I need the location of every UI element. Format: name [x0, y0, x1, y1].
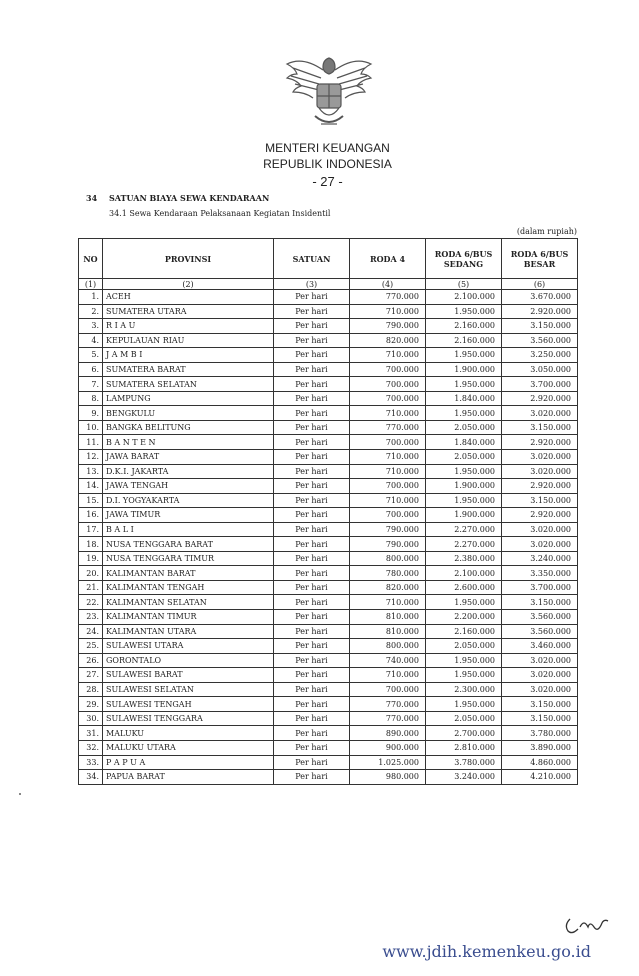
table-row — [79, 711, 578, 726]
cell-roda4: 770.000 — [350, 290, 426, 305]
table-row — [79, 479, 578, 494]
cell-roda4: 790.000 — [350, 522, 426, 537]
cell-roda4: 710.000 — [350, 348, 426, 363]
table-row — [79, 740, 578, 755]
cell-provinsi: D.I. YOGYAKARTA — [103, 493, 274, 508]
cell-no: 17. — [79, 522, 103, 537]
cell-no: 11. — [79, 435, 103, 450]
cell-satuan: Per hari — [274, 624, 350, 639]
table-row — [79, 377, 578, 392]
cell-provinsi: R I A U — [103, 319, 274, 334]
cell-bus-sedang: 2.300.000 — [426, 682, 502, 697]
cell-provinsi: KEPULAUAN RIAU — [103, 333, 274, 348]
cell-no: 18. — [79, 537, 103, 552]
cell-provinsi: KALIMANTAN BARAT — [103, 566, 274, 581]
cell-no: 14. — [79, 479, 103, 494]
cell-satuan: Per hari — [274, 551, 350, 566]
cell-provinsi: SUMATERA UTARA — [103, 304, 274, 319]
cell-satuan: Per hari — [274, 319, 350, 334]
table-row — [79, 362, 578, 377]
cell-provinsi: SULAWESI BARAT — [103, 668, 274, 683]
cell-roda4: 710.000 — [350, 464, 426, 479]
cell-provinsi: SULAWESI UTARA — [103, 639, 274, 654]
cell-provinsi: MALUKU UTARA — [103, 740, 274, 755]
garuda-emblem-icon — [279, 50, 379, 140]
table-row — [79, 406, 578, 421]
cell-bus-besar: 3.560.000 — [502, 624, 578, 639]
cell-bus-sedang: 2.050.000 — [426, 639, 502, 654]
cell-satuan: Per hari — [274, 435, 350, 450]
cell-no: 29. — [79, 697, 103, 712]
cell-bus-besar: 3.150.000 — [502, 697, 578, 712]
cell-bus-sedang: 2.050.000 — [426, 711, 502, 726]
cell-bus-besar: 3.020.000 — [502, 522, 578, 537]
cell-provinsi: GORONTALO — [103, 653, 274, 668]
table-row — [79, 391, 578, 406]
table-header-row — [79, 239, 578, 279]
cell-no: 32. — [79, 740, 103, 755]
cell-provinsi: J A M B I — [103, 348, 274, 363]
cell-bus-sedang: 1.840.000 — [426, 435, 502, 450]
cell-no: 26. — [79, 653, 103, 668]
table-row — [79, 682, 578, 697]
table-row — [79, 755, 578, 770]
cell-satuan: Per hari — [274, 668, 350, 683]
cell-no: 10. — [79, 420, 103, 435]
cell-no: 27. — [79, 668, 103, 683]
cell-bus-sedang: 1.950.000 — [426, 493, 502, 508]
cell-no: 4. — [79, 333, 103, 348]
table-row — [79, 522, 578, 537]
cell-roda4: 820.000 — [350, 333, 426, 348]
scan-speck — [19, 793, 21, 795]
cell-satuan: Per hari — [274, 653, 350, 668]
table-row — [79, 348, 578, 363]
cell-provinsi: JAWA TIMUR — [103, 508, 274, 523]
cell-bus-besar: 3.150.000 — [502, 493, 578, 508]
cell-bus-sedang: 1.950.000 — [426, 348, 502, 363]
cell-roda4: 700.000 — [350, 435, 426, 450]
cell-no: 3. — [79, 319, 103, 334]
col-index: (2) — [103, 279, 274, 290]
subsection-title: 34.1 Sewa Kendaraan Pelaksanaan Kegiatan Insidentil — [109, 209, 331, 218]
cell-bus-sedang: 2.200.000 — [426, 610, 502, 625]
cell-satuan: Per hari — [274, 377, 350, 392]
table-row — [79, 580, 578, 595]
cell-bus-sedang: 1.950.000 — [426, 653, 502, 668]
cell-provinsi: LAMPUNG — [103, 391, 274, 406]
col-header-bus-sedang: RODA 6/BUS SEDANG — [426, 239, 502, 279]
table-row — [79, 624, 578, 639]
cell-bus-sedang: 1.950.000 — [426, 464, 502, 479]
cell-bus-besar: 3.700.000 — [502, 377, 578, 392]
cell-no: 19. — [79, 551, 103, 566]
cell-no: 24. — [79, 624, 103, 639]
cell-bus-sedang: 1.950.000 — [426, 304, 502, 319]
cell-bus-sedang: 1.950.000 — [426, 595, 502, 610]
cell-roda4: 900.000 — [350, 740, 426, 755]
table-row — [79, 610, 578, 625]
cell-roda4: 710.000 — [350, 493, 426, 508]
cell-roda4: 740.000 — [350, 653, 426, 668]
cell-bus-besar: 2.920.000 — [502, 304, 578, 319]
cell-bus-besar: 3.890.000 — [502, 740, 578, 755]
handwritten-initial-icon — [562, 913, 610, 939]
cell-bus-besar: 2.920.000 — [502, 508, 578, 523]
cell-provinsi: NUSA TENGGARA BARAT — [103, 537, 274, 552]
cell-provinsi: KALIMANTAN TIMUR — [103, 610, 274, 625]
cell-no: 12. — [79, 450, 103, 465]
table-row — [79, 668, 578, 683]
cell-bus-sedang: 2.100.000 — [426, 290, 502, 305]
cell-provinsi: B A N T E N — [103, 435, 274, 450]
cell-no: 25. — [79, 639, 103, 654]
cell-no: 6. — [79, 362, 103, 377]
cell-bus-besar: 4.860.000 — [502, 755, 578, 770]
cell-satuan: Per hari — [274, 595, 350, 610]
cell-bus-besar: 3.150.000 — [502, 420, 578, 435]
col-index: (6) — [502, 279, 578, 290]
cell-satuan: Per hari — [274, 450, 350, 465]
cell-satuan: Per hari — [274, 362, 350, 377]
cell-bus-besar: 3.020.000 — [502, 537, 578, 552]
column-index-row — [79, 279, 578, 290]
cell-bus-sedang: 2.700.000 — [426, 726, 502, 741]
cell-no: 16. — [79, 508, 103, 523]
cell-no: 22. — [79, 595, 103, 610]
cell-satuan: Per hari — [274, 610, 350, 625]
table-row — [79, 450, 578, 465]
cell-bus-sedang: 2.270.000 — [426, 537, 502, 552]
table-row — [79, 639, 578, 654]
table-row — [79, 726, 578, 741]
cell-satuan: Per hari — [274, 406, 350, 421]
cell-no: 31. — [79, 726, 103, 741]
cell-no: 20. — [79, 566, 103, 581]
cell-satuan: Per hari — [274, 639, 350, 654]
cell-bus-besar: 2.920.000 — [502, 479, 578, 494]
cell-roda4: 700.000 — [350, 362, 426, 377]
cell-bus-sedang: 2.100.000 — [426, 566, 502, 581]
cell-bus-sedang: 1.950.000 — [426, 668, 502, 683]
cell-satuan: Per hari — [274, 333, 350, 348]
cell-provinsi: JAWA TENGAH — [103, 479, 274, 494]
cell-bus-besar: 3.560.000 — [502, 333, 578, 348]
cell-no: 7. — [79, 377, 103, 392]
cell-provinsi: KALIMANTAN UTARA — [103, 624, 274, 639]
table-row — [79, 537, 578, 552]
cell-roda4: 700.000 — [350, 377, 426, 392]
cell-provinsi: JAWA BARAT — [103, 450, 274, 465]
cell-bus-besar: 3.700.000 — [502, 580, 578, 595]
cell-bus-besar: 3.020.000 — [502, 406, 578, 421]
cell-satuan: Per hari — [274, 304, 350, 319]
cell-bus-sedang: 1.900.000 — [426, 508, 502, 523]
cell-no: 13. — [79, 464, 103, 479]
cell-roda4: 820.000 — [350, 580, 426, 595]
cell-satuan: Per hari — [274, 580, 350, 595]
table-row — [79, 508, 578, 523]
cell-provinsi: MALUKU — [103, 726, 274, 741]
cell-bus-besar: 3.350.000 — [502, 566, 578, 581]
cell-satuan: Per hari — [274, 290, 350, 305]
cell-satuan: Per hari — [274, 522, 350, 537]
cell-bus-besar: 3.250.000 — [502, 348, 578, 363]
cell-bus-besar: 2.920.000 — [502, 435, 578, 450]
cell-bus-sedang: 2.600.000 — [426, 580, 502, 595]
col-header-bus-besar: RODA 6/BUS BESAR — [502, 239, 578, 279]
cell-roda4: 1.025.000 — [350, 755, 426, 770]
cell-bus-sedang: 1.950.000 — [426, 406, 502, 421]
table-row — [79, 566, 578, 581]
cell-bus-sedang: 2.050.000 — [426, 420, 502, 435]
cell-satuan: Per hari — [274, 740, 350, 755]
cell-roda4: 700.000 — [350, 508, 426, 523]
table-row — [79, 290, 578, 305]
cell-roda4: 790.000 — [350, 537, 426, 552]
cell-bus-besar: 3.050.000 — [502, 362, 578, 377]
cell-bus-besar: 3.670.000 — [502, 290, 578, 305]
page-number: - 27 - — [312, 174, 343, 189]
cell-no: 33. — [79, 755, 103, 770]
table-row — [79, 319, 578, 334]
cell-roda4: 890.000 — [350, 726, 426, 741]
cell-satuan: Per hari — [274, 711, 350, 726]
cell-bus-besar: 3.150.000 — [502, 595, 578, 610]
cell-roda4: 710.000 — [350, 406, 426, 421]
cell-bus-besar: 3.020.000 — [502, 653, 578, 668]
cell-bus-sedang: 2.270.000 — [426, 522, 502, 537]
cell-satuan: Per hari — [274, 770, 350, 785]
cell-no: 28. — [79, 682, 103, 697]
cell-roda4: 800.000 — [350, 551, 426, 566]
col-index: (1) — [79, 279, 103, 290]
cell-bus-besar: 3.150.000 — [502, 711, 578, 726]
cell-no: 5. — [79, 348, 103, 363]
cell-satuan: Per hari — [274, 726, 350, 741]
cell-no: 9. — [79, 406, 103, 421]
table-row — [79, 435, 578, 450]
col-index: (5) — [426, 279, 502, 290]
cell-provinsi: SULAWESI TENGGARA — [103, 711, 274, 726]
cell-bus-sedang: 1.950.000 — [426, 697, 502, 712]
cell-bus-besar: 3.150.000 — [502, 319, 578, 334]
footer-url[interactable]: www.jdih.kemenkeu.go.id — [382, 942, 591, 961]
section-heading — [86, 193, 269, 203]
cell-roda4: 700.000 — [350, 682, 426, 697]
cell-bus-besar: 4.210.000 — [502, 770, 578, 785]
table-row — [79, 420, 578, 435]
cell-roda4: 770.000 — [350, 420, 426, 435]
col-header-satuan: SATUAN — [274, 239, 350, 279]
cell-bus-sedang: 3.240.000 — [426, 770, 502, 785]
cell-satuan: Per hari — [274, 420, 350, 435]
cell-roda4: 700.000 — [350, 391, 426, 406]
cell-satuan: Per hari — [274, 348, 350, 363]
cell-roda4: 800.000 — [350, 639, 426, 654]
cell-roda4: 710.000 — [350, 668, 426, 683]
cell-provinsi: PAPUA BARAT — [103, 770, 274, 785]
cell-satuan: Per hari — [274, 697, 350, 712]
cell-roda4: 700.000 — [350, 479, 426, 494]
cell-provinsi: SUMATERA BARAT — [103, 362, 274, 377]
cell-roda4: 770.000 — [350, 697, 426, 712]
cell-bus-sedang: 2.160.000 — [426, 319, 502, 334]
table-row — [79, 653, 578, 668]
cell-no: 1. — [79, 290, 103, 305]
cell-bus-besar: 3.020.000 — [502, 464, 578, 479]
cell-bus-sedang: 2.380.000 — [426, 551, 502, 566]
cell-provinsi: KALIMANTAN TENGAH — [103, 580, 274, 595]
table-row — [79, 551, 578, 566]
cell-provinsi: SULAWESI TENGAH — [103, 697, 274, 712]
cell-bus-sedang: 1.950.000 — [426, 377, 502, 392]
cell-satuan: Per hari — [274, 479, 350, 494]
cell-provinsi: BENGKULU — [103, 406, 274, 421]
table-row — [79, 464, 578, 479]
cell-satuan: Per hari — [274, 464, 350, 479]
col-header-roda4: RODA 4 — [350, 239, 426, 279]
col-header-provinsi: PROVINSI — [103, 239, 274, 279]
col-header-no: NO — [79, 239, 103, 279]
cell-roda4: 980.000 — [350, 770, 426, 785]
cell-provinsi: D.K.I. JAKARTA — [103, 464, 274, 479]
cell-provinsi: SUMATERA SELATAN — [103, 377, 274, 392]
cell-roda4: 770.000 — [350, 711, 426, 726]
cell-provinsi: ACEH — [103, 290, 274, 305]
cell-no: 21. — [79, 580, 103, 595]
cell-bus-sedang: 2.160.000 — [426, 624, 502, 639]
cell-no: 8. — [79, 391, 103, 406]
cell-bus-besar: 3.460.000 — [502, 639, 578, 654]
cell-bus-besar: 3.020.000 — [502, 450, 578, 465]
cell-no: 34. — [79, 770, 103, 785]
cell-bus-besar: 3.780.000 — [502, 726, 578, 741]
cell-bus-sedang: 1.900.000 — [426, 362, 502, 377]
cell-roda4: 810.000 — [350, 610, 426, 625]
cell-satuan: Per hari — [274, 391, 350, 406]
cell-provinsi: P A P U A — [103, 755, 274, 770]
country-title: REPUBLIK INDONESIA — [263, 157, 392, 171]
cell-bus-besar: 3.240.000 — [502, 551, 578, 566]
cell-no: 30. — [79, 711, 103, 726]
cell-bus-besar: 2.920.000 — [502, 391, 578, 406]
cell-roda4: 790.000 — [350, 319, 426, 334]
cell-no: 2. — [79, 304, 103, 319]
cell-roda4: 710.000 — [350, 595, 426, 610]
cell-provinsi: SULAWESI SELATAN — [103, 682, 274, 697]
cell-bus-sedang: 2.050.000 — [426, 450, 502, 465]
cell-roda4: 710.000 — [350, 304, 426, 319]
cell-bus-besar: 3.020.000 — [502, 682, 578, 697]
cell-roda4: 810.000 — [350, 624, 426, 639]
cell-roda4: 710.000 — [350, 450, 426, 465]
table-row — [79, 595, 578, 610]
cell-bus-sedang: 2.160.000 — [426, 333, 502, 348]
cell-satuan: Per hari — [274, 755, 350, 770]
table-row — [79, 770, 578, 785]
table-row — [79, 333, 578, 348]
cell-bus-sedang: 1.900.000 — [426, 479, 502, 494]
col-index: (4) — [350, 279, 426, 290]
cell-satuan: Per hari — [274, 508, 350, 523]
cell-provinsi: B A L I — [103, 522, 274, 537]
cell-satuan: Per hari — [274, 566, 350, 581]
ministry-title: MENTERI KEUANGAN — [265, 141, 390, 155]
cell-no: 23. — [79, 610, 103, 625]
cell-provinsi: KALIMANTAN SELATAN — [103, 595, 274, 610]
table-row — [79, 493, 578, 508]
cell-bus-besar: 3.560.000 — [502, 610, 578, 625]
cell-roda4: 780.000 — [350, 566, 426, 581]
col-index: (3) — [274, 279, 350, 290]
unit-note: (dalam rupiah) — [516, 227, 577, 236]
cell-bus-besar: 3.020.000 — [502, 668, 578, 683]
cell-no: 15. — [79, 493, 103, 508]
table-row — [79, 697, 578, 712]
section-number: 34 — [86, 193, 98, 203]
rental-cost-table — [78, 238, 578, 785]
cell-satuan: Per hari — [274, 493, 350, 508]
cell-provinsi: BANGKA BELITUNG — [103, 420, 274, 435]
section-title: SATUAN BIAYA SEWA KENDARAAN — [109, 193, 270, 203]
cell-provinsi: NUSA TENGGARA TIMUR — [103, 551, 274, 566]
cell-bus-sedang: 2.810.000 — [426, 740, 502, 755]
cell-bus-sedang: 3.780.000 — [426, 755, 502, 770]
table-row — [79, 304, 578, 319]
cell-bus-sedang: 1.840.000 — [426, 391, 502, 406]
cell-satuan: Per hari — [274, 682, 350, 697]
cell-satuan: Per hari — [274, 537, 350, 552]
